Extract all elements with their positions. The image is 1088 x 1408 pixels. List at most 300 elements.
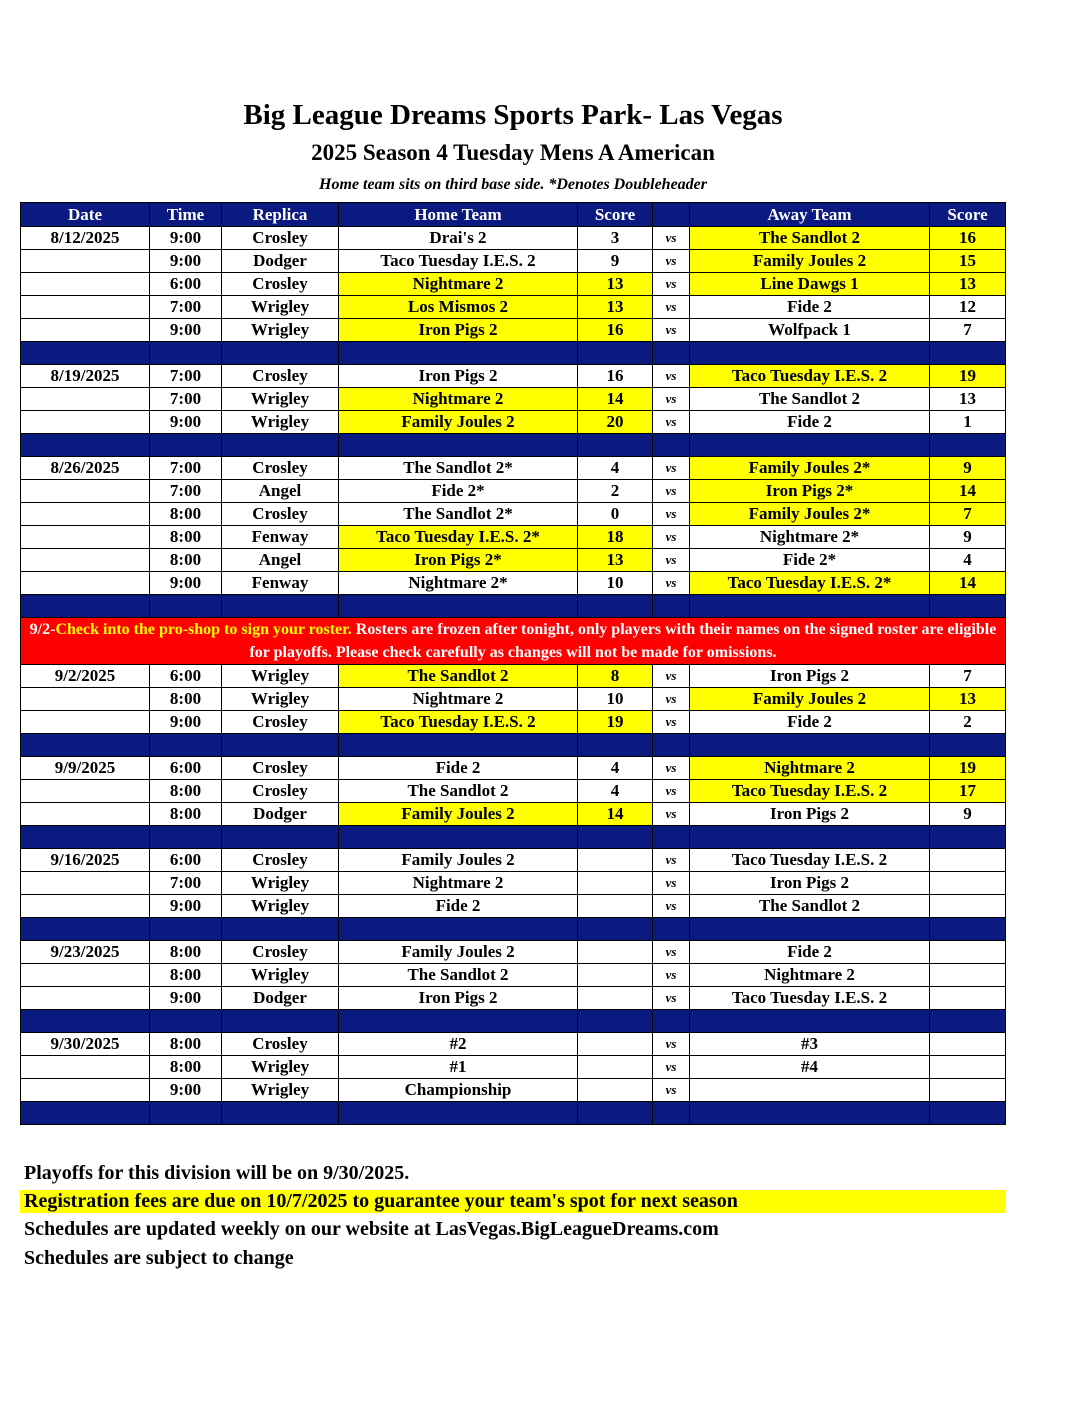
separator-cell — [578, 434, 653, 457]
field-replica: Wrigley — [222, 665, 339, 688]
home-score: 4 — [578, 457, 653, 480]
away-score — [930, 849, 1006, 872]
separator-row — [21, 826, 1006, 849]
separator-cell — [930, 434, 1006, 457]
game-row — [21, 572, 1006, 595]
game-date — [21, 688, 150, 711]
game-date — [21, 964, 150, 987]
home-team: Family Joules 2 — [339, 803, 578, 826]
home-score — [578, 895, 653, 918]
separator-cell — [150, 1010, 222, 1033]
home-score — [578, 849, 653, 872]
home-score: 8 — [578, 665, 653, 688]
home-score — [578, 964, 653, 987]
roster-notice-row — [21, 618, 1006, 665]
game-row — [21, 987, 1006, 1010]
away-team: Taco Tuesday I.E.S. 2* — [690, 572, 930, 595]
away-team: The Sandlot 2 — [690, 895, 930, 918]
game-date — [21, 1056, 150, 1079]
game-time: 7:00 — [150, 480, 222, 503]
separator-row — [21, 595, 1006, 618]
separator-cell — [339, 826, 578, 849]
field-replica: Crosley — [222, 757, 339, 780]
field-replica: Dodger — [222, 987, 339, 1010]
home-team: Fide 2 — [339, 895, 578, 918]
game-row — [21, 296, 1006, 319]
separator-cell — [222, 734, 339, 757]
game-time: 7:00 — [150, 457, 222, 480]
away-score: 19 — [930, 757, 1006, 780]
game-time: 8:00 — [150, 526, 222, 549]
away-team: #3 — [690, 1033, 930, 1056]
game-time: 9:00 — [150, 711, 222, 734]
vs-label: vs — [653, 227, 690, 250]
website-text: Schedules are updated weekly on our website at LasVegas.BigLeagueDreams.com — [24, 1218, 719, 1240]
field-replica: Wrigley — [222, 895, 339, 918]
game-row — [21, 457, 1006, 480]
vs-label: vs — [653, 503, 690, 526]
separator-cell — [21, 826, 150, 849]
home-team: Nightmare 2 — [339, 872, 578, 895]
game-time: 9:00 — [150, 319, 222, 342]
separator-cell — [339, 1010, 578, 1033]
separator-cell — [653, 342, 690, 365]
field-replica: Wrigley — [222, 296, 339, 319]
separator-cell — [150, 826, 222, 849]
away-team: Family Joules 2 — [690, 688, 930, 711]
game-date — [21, 388, 150, 411]
header-date: Date — [21, 203, 150, 227]
vs-label: vs — [653, 480, 690, 503]
away-score: 16 — [930, 227, 1006, 250]
home-team: The Sandlot 2* — [339, 503, 578, 526]
separator-row — [21, 734, 1006, 757]
home-team: Iron Pigs 2 — [339, 319, 578, 342]
away-score — [930, 1079, 1006, 1102]
separator-cell — [690, 1102, 930, 1125]
field-replica: Angel — [222, 549, 339, 572]
away-team: Fide 2 — [690, 296, 930, 319]
game-time: 8:00 — [150, 964, 222, 987]
game-time: 8:00 — [150, 503, 222, 526]
game-time: 9:00 — [150, 250, 222, 273]
game-time: 6:00 — [150, 665, 222, 688]
separator-cell — [653, 918, 690, 941]
away-score: 14 — [930, 572, 1006, 595]
game-time: 9:00 — [150, 1079, 222, 1102]
away-team: Nightmare 2 — [690, 757, 930, 780]
game-time: 7:00 — [150, 872, 222, 895]
home-score: 2 — [578, 480, 653, 503]
separator-cell — [21, 434, 150, 457]
away-score — [930, 872, 1006, 895]
field-replica: Fenway — [222, 572, 339, 595]
game-time: 6:00 — [150, 757, 222, 780]
game-date: 9/30/2025 — [21, 1033, 150, 1056]
game-row — [21, 941, 1006, 964]
separator-cell — [150, 595, 222, 618]
game-time: 9:00 — [150, 227, 222, 250]
away-team: Wolfpack 1 — [690, 319, 930, 342]
home-score — [578, 1079, 653, 1102]
field-replica: Wrigley — [222, 319, 339, 342]
field-replica: Wrigley — [222, 872, 339, 895]
game-date: 9/2/2025 — [21, 665, 150, 688]
separator-cell — [222, 918, 339, 941]
game-row — [21, 549, 1006, 572]
separator-cell — [690, 734, 930, 757]
home-team: Championship — [339, 1079, 578, 1102]
home-team: Los Mismos 2 — [339, 296, 578, 319]
away-score — [930, 941, 1006, 964]
separator-cell — [578, 342, 653, 365]
game-date — [21, 872, 150, 895]
home-team: Family Joules 2 — [339, 849, 578, 872]
separator-cell — [690, 342, 930, 365]
home-score: 13 — [578, 549, 653, 572]
home-score — [578, 1056, 653, 1079]
game-time: 8:00 — [150, 941, 222, 964]
field-replica: Wrigley — [222, 1079, 339, 1102]
field-replica: Crosley — [222, 849, 339, 872]
home-team: Iron Pigs 2 — [339, 987, 578, 1010]
away-team: The Sandlot 2 — [690, 227, 930, 250]
header-home-score: Score — [578, 203, 653, 227]
vs-label: vs — [653, 757, 690, 780]
away-team: Line Dawgs 1 — [690, 273, 930, 296]
game-date — [21, 526, 150, 549]
game-date: 9/23/2025 — [21, 941, 150, 964]
game-time: 8:00 — [150, 549, 222, 572]
home-score: 16 — [578, 365, 653, 388]
field-replica: Angel — [222, 480, 339, 503]
away-team: Family Joules 2* — [690, 457, 930, 480]
vs-label: vs — [653, 296, 690, 319]
home-team: Fide 2* — [339, 480, 578, 503]
field-replica: Fenway — [222, 526, 339, 549]
game-date — [21, 296, 150, 319]
game-date — [21, 780, 150, 803]
notice-rest: Rosters are frozen after tonight, only players with their names on the signed roster are eligible for playoffs. Please check carefully as changes will not be made for omissions. — [249, 621, 997, 661]
home-score: 10 — [578, 572, 653, 595]
vs-label: vs — [653, 941, 690, 964]
field-replica: Wrigley — [222, 411, 339, 434]
home-team: Nightmare 2 — [339, 273, 578, 296]
vs-label: vs — [653, 388, 690, 411]
home-score: 14 — [578, 388, 653, 411]
separator-cell — [578, 734, 653, 757]
game-date — [21, 273, 150, 296]
home-team: Family Joules 2 — [339, 411, 578, 434]
separator-cell — [930, 595, 1006, 618]
away-score: 13 — [930, 688, 1006, 711]
field-replica: Wrigley — [222, 964, 339, 987]
game-row — [21, 411, 1006, 434]
separator-cell — [930, 734, 1006, 757]
separator-cell — [222, 342, 339, 365]
separator-cell — [653, 1010, 690, 1033]
notice-lead: 9/2- — [29, 621, 56, 638]
home-score: 13 — [578, 273, 653, 296]
vs-label: vs — [653, 803, 690, 826]
game-date: 8/26/2025 — [21, 457, 150, 480]
home-team: Fide 2 — [339, 757, 578, 780]
game-row — [21, 780, 1006, 803]
separator-cell — [578, 595, 653, 618]
game-date — [21, 549, 150, 572]
home-team: Nightmare 2 — [339, 388, 578, 411]
away-score: 19 — [930, 365, 1006, 388]
field-replica: Wrigley — [222, 1056, 339, 1079]
home-score — [578, 1033, 653, 1056]
away-score — [930, 964, 1006, 987]
game-row — [21, 388, 1006, 411]
table-header-row — [21, 203, 1006, 227]
home-team: Nightmare 2 — [339, 688, 578, 711]
home-score: 18 — [578, 526, 653, 549]
away-team: Nightmare 2 — [690, 964, 930, 987]
game-time: 9:00 — [150, 411, 222, 434]
field-replica: Crosley — [222, 941, 339, 964]
away-score: 7 — [930, 319, 1006, 342]
away-team: Fide 2 — [690, 711, 930, 734]
game-row — [21, 688, 1006, 711]
separator-cell — [339, 342, 578, 365]
away-score — [930, 1033, 1006, 1056]
game-time: 9:00 — [150, 987, 222, 1010]
separator-cell — [339, 1102, 578, 1125]
separator-row — [21, 1010, 1006, 1033]
separator-cell — [21, 734, 150, 757]
game-date — [21, 572, 150, 595]
away-score: 17 — [930, 780, 1006, 803]
game-row — [21, 250, 1006, 273]
home-score: 16 — [578, 319, 653, 342]
separator-row — [21, 918, 1006, 941]
field-replica: Crosley — [222, 273, 339, 296]
vs-label: vs — [653, 711, 690, 734]
home-team: The Sandlot 2 — [339, 780, 578, 803]
vs-label: vs — [653, 780, 690, 803]
separator-cell — [222, 826, 339, 849]
home-team: Taco Tuesday I.E.S. 2* — [339, 526, 578, 549]
vs-label: vs — [653, 1079, 690, 1102]
game-row — [21, 480, 1006, 503]
away-team: Taco Tuesday I.E.S. 2 — [690, 987, 930, 1010]
game-date: 8/19/2025 — [21, 365, 150, 388]
page-subtitle: 2025 Season 4 Tuesday Mens A American — [311, 140, 715, 165]
header-home-team: Home Team — [339, 203, 578, 227]
vs-label: vs — [653, 895, 690, 918]
game-date: 8/12/2025 — [21, 227, 150, 250]
game-row — [21, 665, 1006, 688]
home-score: 13 — [578, 296, 653, 319]
away-team: Taco Tuesday I.E.S. 2 — [690, 365, 930, 388]
game-time: 7:00 — [150, 388, 222, 411]
separator-cell — [578, 1102, 653, 1125]
change-note — [20, 1247, 1005, 1270]
game-row — [21, 872, 1006, 895]
game-row — [21, 227, 1006, 250]
vs-label: vs — [653, 273, 690, 296]
away-team: Iron Pigs 2* — [690, 480, 930, 503]
away-score — [930, 987, 1006, 1010]
separator-cell — [222, 1010, 339, 1033]
game-row — [21, 803, 1006, 826]
registration-note — [20, 1190, 1005, 1213]
vs-label: vs — [653, 526, 690, 549]
schedule-table — [20, 202, 1006, 1125]
field-replica: Crosley — [222, 780, 339, 803]
game-date — [21, 480, 150, 503]
game-row — [21, 1079, 1006, 1102]
separator-cell — [930, 342, 1006, 365]
field-replica: Dodger — [222, 250, 339, 273]
separator-cell — [150, 434, 222, 457]
separator-row — [21, 342, 1006, 365]
game-date — [21, 987, 150, 1010]
header-time: Time — [150, 203, 222, 227]
home-score: 3 — [578, 227, 653, 250]
away-team: The Sandlot 2 — [690, 388, 930, 411]
away-team: Nightmare 2* — [690, 526, 930, 549]
home-score: 9 — [578, 250, 653, 273]
playoffs-text: Playoffs for this division will be on 9/30/2025. — [24, 1162, 410, 1184]
away-score: 9 — [930, 803, 1006, 826]
game-date — [21, 895, 150, 918]
separator-cell — [653, 595, 690, 618]
away-team — [690, 1079, 930, 1102]
game-date — [21, 803, 150, 826]
game-row — [21, 503, 1006, 526]
away-score: 9 — [930, 526, 1006, 549]
separator-cell — [222, 434, 339, 457]
separator-cell — [930, 826, 1006, 849]
separator-cell — [222, 1102, 339, 1125]
away-team: Iron Pigs 2 — [690, 803, 930, 826]
game-time: 9:00 — [150, 895, 222, 918]
separator-cell — [21, 1102, 150, 1125]
game-date — [21, 503, 150, 526]
registration-text: Registration fees are due on 10/7/2025 to guarantee your team's spot for next season — [24, 1190, 738, 1212]
home-team: The Sandlot 2* — [339, 457, 578, 480]
away-score: 13 — [930, 388, 1006, 411]
separator-cell — [690, 1010, 930, 1033]
vs-label: vs — [653, 872, 690, 895]
game-row — [21, 365, 1006, 388]
header-away-score: Score — [930, 203, 1006, 227]
separator-cell — [930, 918, 1006, 941]
away-team: Taco Tuesday I.E.S. 2 — [690, 780, 930, 803]
game-row — [21, 849, 1006, 872]
game-time: 8:00 — [150, 688, 222, 711]
separator-cell — [930, 1102, 1006, 1125]
away-team: #4 — [690, 1056, 930, 1079]
game-time: 8:00 — [150, 1033, 222, 1056]
game-date — [21, 711, 150, 734]
playoffs-note — [20, 1162, 1005, 1185]
game-date — [21, 411, 150, 434]
website-note — [20, 1218, 1005, 1241]
separator-cell — [653, 826, 690, 849]
game-row — [21, 1056, 1006, 1079]
vs-label: vs — [653, 411, 690, 434]
vs-label: vs — [653, 365, 690, 388]
notice-highlight: Check into the pro-shop to sign your roster. — [55, 621, 352, 638]
home-team: Iron Pigs 2* — [339, 549, 578, 572]
vs-label: vs — [653, 665, 690, 688]
separator-cell — [578, 826, 653, 849]
away-score: 7 — [930, 665, 1006, 688]
separator-cell — [653, 734, 690, 757]
home-team: #2 — [339, 1033, 578, 1056]
home-team: The Sandlot 2 — [339, 665, 578, 688]
home-team: Taco Tuesday I.E.S. 2 — [339, 711, 578, 734]
home-team: Family Joules 2 — [339, 941, 578, 964]
game-date — [21, 319, 150, 342]
separator-cell — [690, 826, 930, 849]
vs-label: vs — [653, 964, 690, 987]
home-score: 4 — [578, 780, 653, 803]
away-score: 4 — [930, 549, 1006, 572]
field-replica: Crosley — [222, 711, 339, 734]
game-date: 9/9/2025 — [21, 757, 150, 780]
home-score: 20 — [578, 411, 653, 434]
home-score: 0 — [578, 503, 653, 526]
separator-row — [21, 1102, 1006, 1125]
game-time: 7:00 — [150, 296, 222, 319]
game-row — [21, 964, 1006, 987]
vs-label: vs — [653, 319, 690, 342]
field-replica: Crosley — [222, 1033, 339, 1056]
page-title: Big League Dreams Sports Park- Las Vegas — [243, 99, 783, 131]
away-score — [930, 1056, 1006, 1079]
separator-cell — [653, 1102, 690, 1125]
home-team: Iron Pigs 2 — [339, 365, 578, 388]
away-score: 14 — [930, 480, 1006, 503]
separator-cell — [339, 918, 578, 941]
separator-cell — [690, 918, 930, 941]
home-score — [578, 941, 653, 964]
away-score — [930, 895, 1006, 918]
field-replica: Crosley — [222, 503, 339, 526]
game-time: 6:00 — [150, 849, 222, 872]
vs-label: vs — [653, 987, 690, 1010]
change-text: Schedules are subject to change — [24, 1247, 294, 1269]
separator-cell — [653, 434, 690, 457]
game-time: 6:00 — [150, 273, 222, 296]
home-score: 14 — [578, 803, 653, 826]
game-row — [21, 895, 1006, 918]
home-score: 4 — [578, 757, 653, 780]
away-team: Iron Pigs 2 — [690, 665, 930, 688]
game-date — [21, 250, 150, 273]
vs-label: vs — [653, 849, 690, 872]
away-team: Fide 2 — [690, 941, 930, 964]
separator-cell — [150, 734, 222, 757]
separator-row — [21, 434, 1006, 457]
vs-label: vs — [653, 572, 690, 595]
header-away-team: Away Team — [690, 203, 930, 227]
home-score: 10 — [578, 688, 653, 711]
game-time: 9:00 — [150, 572, 222, 595]
away-team: Family Joules 2* — [690, 503, 930, 526]
away-score: 9 — [930, 457, 1006, 480]
away-team: Fide 2 — [690, 411, 930, 434]
game-date: 9/16/2025 — [21, 849, 150, 872]
home-team: The Sandlot 2 — [339, 964, 578, 987]
game-row — [21, 319, 1006, 342]
